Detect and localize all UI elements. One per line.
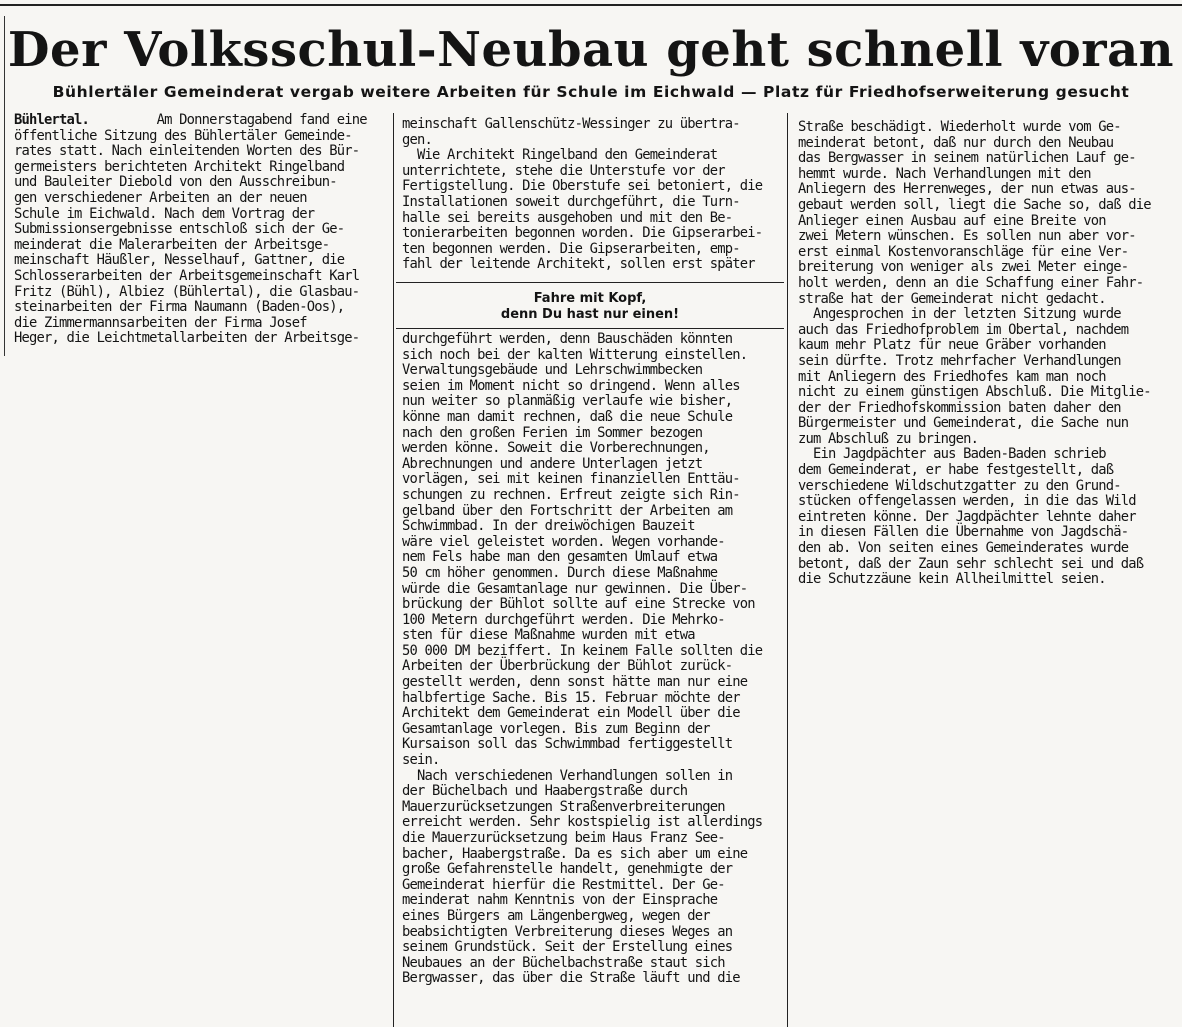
column-divider-2 xyxy=(787,113,788,1027)
slogan-box xyxy=(396,291,784,323)
box-top-rule xyxy=(396,282,784,283)
column-1-text: Am Donnerstagabend fand eine öffentliche Sitzung des Bühlertäler Gemeinde- rates statt. Nach einleitenden Worten des Bür- germeisters berichteten Architekt Ringelband und Bauleiter Diebold von den Ausschreibun- gen verschiedener Arbeiten an der neuen Schule im Eichwald. Nach dem Vortrag der Submissionsergebnisse entschloß sich der Ge- meinderat die Malerarbeiten der Arbeitsge- meinschaft Häußler, Nesselhauf, Gattner, die Schlosserarbeiten der Arbeitsgemeinschaft Karl Fritz (Bühl), Albiez (Bühlertal), die Glasbau- steinarbeiten der Firma Naumann (Baden-Oos), die Zimmermannsarbeiten der Firma Josef Heger, die Leichtmetallarbeiten der Arbeitsge- xyxy=(14,112,367,347)
slogan-line-1: Fahre mit Kopf, xyxy=(533,291,647,306)
column-divider-1 xyxy=(393,113,394,1027)
column-2-bottom: durchgeführt werden, denn Bauschäden könnten sich noch bei der kalten Witterung einstellen. Verwaltungsgebäude und Lehrschwimmbecken seien im Moment nicht so dringend. Wenn alles nun weiter so planmäßig verlaufe wie bisher, könne man damit rechnen, daß die neue Schule nach den großen Ferien im Sommer bezogen werden könne. Soweit die Vorberechnungen, Abrechnungen und andere Unterlagen jetzt vorlägen, sei mit keinen finanziellen Enttäu- schungen zu rechnen. Erfreut zeigte sich Rin- gelband über den Fortschritt der Arbeiten am Schwimmbad. In der dreiwöchigen Bauzeit wäre viel geleistet worden. Wegen vorhande- nem Fels habe man den gesamten Umlauf etwa 50 cm höher genommen. Durch diese Maßnahme würde die Gesamtanlage nur gewinnen. Die Über- brückung der Bühlot sollte auf eine Strecke von 100 Metern durchgeführt werden. Die Mehrko- sten für diese Maßnahme wurden mit etwa 50 000 DM beziffert. In keinem Falle sollten die Arbeiten der Überbrückung der Bühlot zurück- gestellt werden, denn sonst hätte man nur eine halbfertige Sache. Bis 15. Februar möchte der Architekt dem Gemeinderat ein Modell über die Gesamtanlage vorlegen. Bis zum Beginn der Kursaison soll das Schwimmbad fertiggestellt sein. Nach verschiedenen Verhandlungen sollen in der Büchelbach und Haabergstraße durch Mauerzurücksetzungen Straßenverbreiterungen erreicht werden. Sehr kostspielig ist allerdings die Mauerzurücksetzung beim Haus Franz See- bacher, Haabergstraße. Da es sich aber um eine große Gefahrenstelle handelt, genehmigte der Gemeinderat hierfür die Restmittel. Der Ge- meinderat nahm Kenntnis von der Einsprache eines Bürgers am Längenbergweg, wegen der beabsichtigten Verbreiterung dieses Weges an seinem Grundstück. Seit der Erstellung eines Neubaues an der Büchelbachstraße staut sich Bergwasser, das über die Straße läuft und die xyxy=(402,331,763,987)
article-headline: Der Volksschul-Neubau geht schnell voran xyxy=(7,22,1175,78)
column-2-top: meinschaft Gallenschütz-Wessinger zu übertra- gen. Wie Architekt Ringelband den Gemeinderat unterrichtete, stehe die Unterstufe vor der Fertigstellung. Die Oberstufe sei betoniert, die Installationen soweit durchgeführt, die Turn- halle sei bereits ausgehoben und mit den Be- tonierarbeiten begonnen worden. Die Gipserarbei- ten begonnen werden. Die Gipserarbeiten, emp- fahl der leitende Architekt, sollen erst später xyxy=(402,116,763,273)
box-bottom-rule xyxy=(396,328,784,329)
column-1 xyxy=(14,113,388,347)
slogan-line-2: denn Du hast nur einen! xyxy=(500,307,680,322)
top-rule xyxy=(0,4,1182,6)
column-3: Straße beschädigt. Wiederholt wurde vom Ge- meinderat betont, daß nur durch den Neubau das Bergwasser in seinem natürlichen Lauf ge- hemmt wurde. Nach Verhandlungen mit den Anliegern des Herrenweges, der nun etwas aus- gebaut werden soll, liegt die Sache so, daß die Anlieger einen Ausbau auf eine Breite von zwei Metern wünschen. Es sollen nun aber vor- erst einmal Kostenvoranschläge für eine Ver- breiterung von weniger als zwei Meter einge- holt werden, denn an die Schaffung einer Fahr- straße hat der Gemeinderat nicht gedacht. Angesprochen in der letzten Sitzung wurde auch das Friedhofproblem im Obertal, nachdem kaum mehr Platz für neue Gräber vorhanden sein dürfte. Trotz mehrfacher Verhandlungen mit Anliegern des Friedhofes kam man noch nicht zu einem günstigen Abschluß. Die Mitglie- der der Friedhofskommission baten daher den Bürgermeister und Gemeinderat, die Sache nun zum Abschluß zu bringen. Ein Jagdpächter aus Baden-Baden schrieb dem Gemeinderat, er habe festgestellt, daß verschiedene Wildschutzgatter zu den Grund- stücken offengelassen werden, in die das Wild eintreten könne. Der Jagdpächter lehnte daher in diesen Fällen die Übernahme von Jagdschä- den ab. Von seiten eines Gemeinderates wurde betont, daß der Zaun sehr schlecht sei und daß die Schutzzäune kein Allheilmittel seien. xyxy=(798,119,1151,588)
dateline: Bühlertal. xyxy=(14,112,90,128)
article-subheadline: Bühlertäler Gemeinderat vergab weitere Arbeiten für Schule im Eichwald — Platz für Friedhofserweiterung gesucht xyxy=(52,83,1130,101)
